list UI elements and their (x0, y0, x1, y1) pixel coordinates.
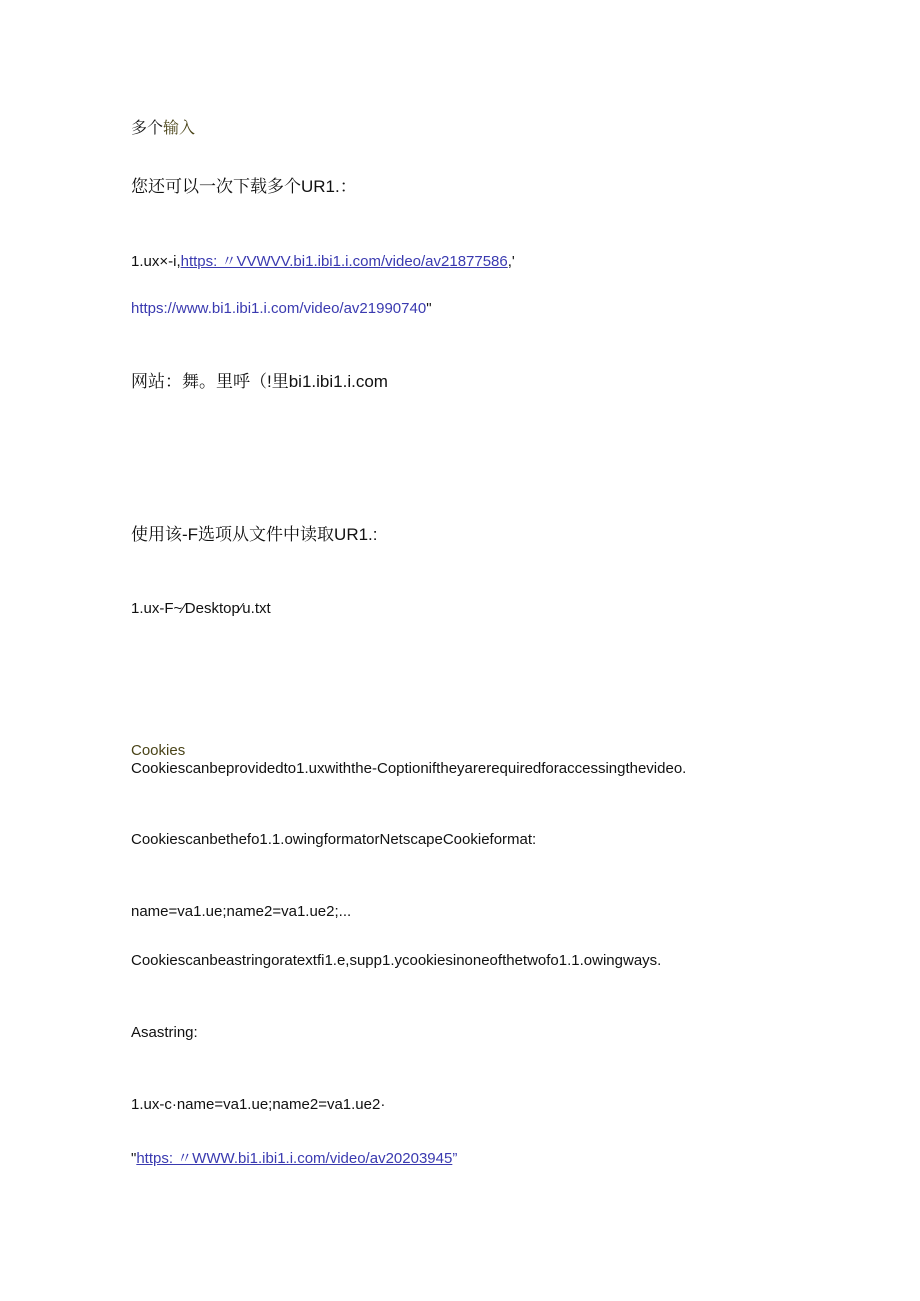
cookie-command-url: "https: 〃WWW.bi1.ibi1.i.com/video/av20203945” (131, 1150, 458, 1167)
website-line: 网站：舞。里呼（!里bi1.ibi1.i.com (131, 372, 388, 391)
section-heading-multiple-input: 多个输入 (131, 120, 196, 137)
multi-url-command: 1.ux×-i,https: 〃VVWVV.bi1.ibi1.i.com/video/av21877586,' (131, 253, 515, 270)
url-link-2[interactable]: https://www.bi1.ibi1.i.com/video/av21990740 (131, 300, 427, 317)
multi-url-command-cont: https://www.bi1.ibi1.i.com/video/av21990740" (131, 300, 432, 317)
cookies-format-example: name=va1.ue;name2=va1.ue2;... (131, 903, 352, 920)
cookie-command: 1.ux-c·name=va1.ue;name2=va1.ue2· (131, 1096, 386, 1113)
as-string-label: Asastring: (131, 1024, 198, 1041)
cookies-paragraph-2: Cookiescanbethefo1.1.owingformatorNetscapeCookieformat: (131, 831, 537, 848)
section-heading-cookies: Cookies (131, 742, 186, 759)
cookies-paragraph-3: Cookiescanbeastringoratextfi1.e,supp1.ycookiesinoneofthetwofo1.1.owingways. (131, 952, 662, 969)
multi-url-intro: 您还可以一次下载多个UR1.： (131, 177, 357, 196)
file-input-command: 1.ux-F~⁄Desktop⁄u.txt (131, 600, 271, 617)
file-input-intro: 使用该-F选项从文件中读取UR1.: (131, 525, 378, 544)
url-link-3[interactable]: https: 〃WWW.bi1.ibi1.i.com/video/av20203945 (136, 1150, 453, 1167)
cookies-paragraph-1: Cookiescanbeprovidedto1.uxwiththe-Coptioniftheyarerequiredforaccessingthevideo. (131, 760, 687, 777)
url-link-1[interactable]: https: 〃VVWVV.bi1.ibi1.i.com/video/av21877586 (180, 253, 508, 270)
